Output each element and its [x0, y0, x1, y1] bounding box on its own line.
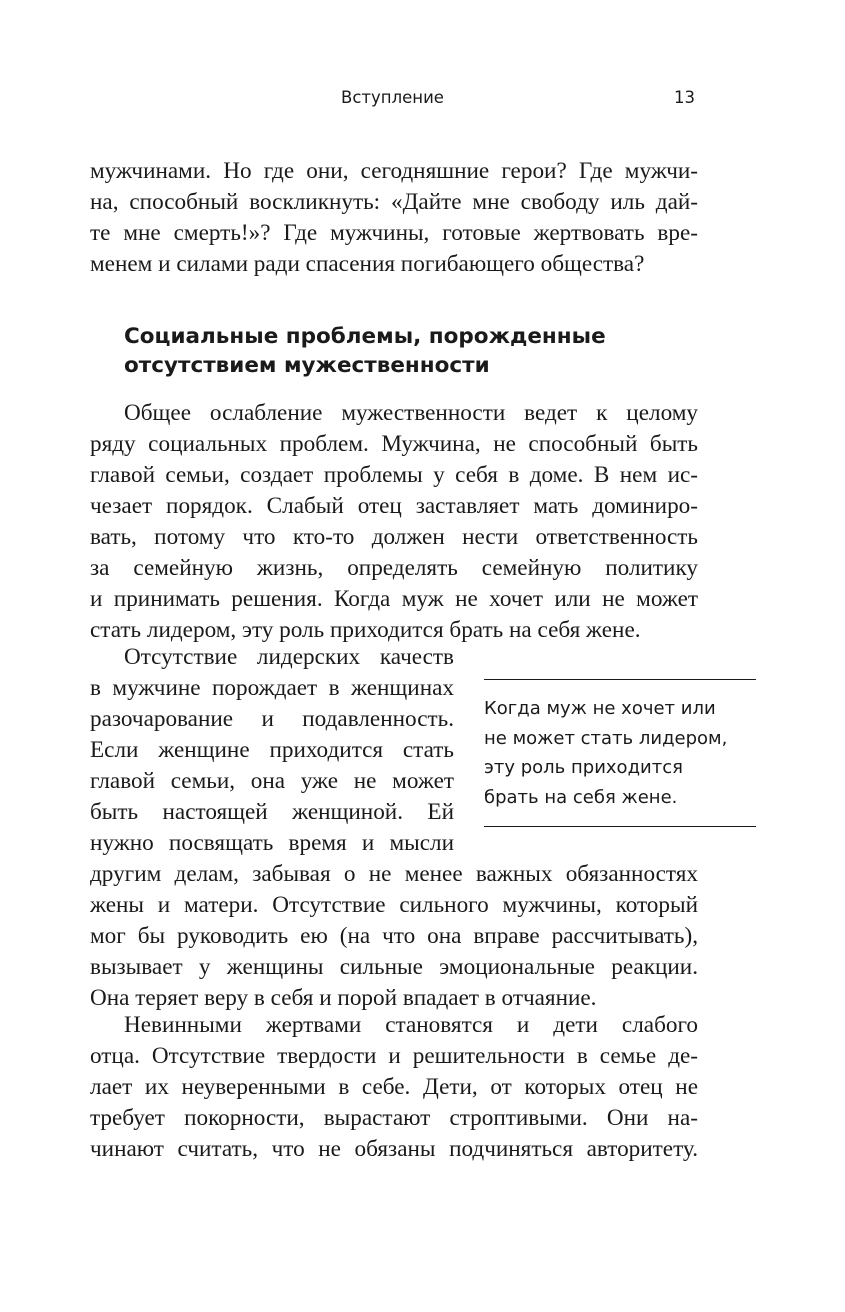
text-line: разочарование и подавленность.	[90, 706, 454, 732]
page-number: 13	[674, 88, 695, 107]
text-line: те мне смерть!»? Где мужчины, готовые жертвовать вре-	[90, 220, 698, 246]
pull-quote-line: эту роль приходится	[484, 757, 683, 778]
intro-paragraph	[90, 156, 698, 280]
section-heading	[124, 322, 724, 380]
text-line: и принимать решения. Когда муж не хочет или не может	[90, 586, 698, 612]
section-heading-line: Социальные проблемы, порожденные	[124, 324, 606, 349]
text-line: в мужчине порождает в женщинах	[90, 675, 454, 701]
text-line: ряду социальных проблем. Мужчина, не способный быть	[90, 431, 698, 457]
paragraph-2-wide	[90, 859, 698, 1014]
text-line: другим делам, забывая о не менее важных обязанностях	[90, 861, 698, 887]
text-line: Невинными жертвами становятся и дети слабого	[124, 1012, 698, 1038]
text-line: мужчинами. Но где они, сегодняшние герои? Где мужчи-	[90, 158, 698, 184]
text-line: на, способный воскликнуть: «Дайте мне свободу иль дай-	[90, 189, 698, 215]
text-line: жены и матери. Отсутствие сильного мужчины, который	[90, 892, 698, 918]
text-line: чезает порядок. Слабый отец заставляет мать доминиро-	[90, 493, 698, 519]
text-line: главой семьи, она уже не может	[90, 768, 454, 794]
text-line: за семейную жизнь, определять семейную политику	[90, 555, 698, 581]
text-line: вызывает у женщины сильные эмоциональные реакции.	[90, 954, 698, 980]
pull-quote-line: Когда муж не хочет или	[484, 698, 716, 719]
text-line: стать лидером, эту роль приходится брать на себя жене.	[90, 617, 641, 643]
text-line: главой семьи, создает проблемы у себя в доме. В нем ис-	[90, 462, 698, 488]
paragraph-3	[90, 1010, 698, 1165]
paragraph-2-narrow	[90, 642, 454, 859]
text-line: лает их неуверенными в себе. Дети, от которых отец не	[90, 1074, 698, 1100]
text-line: менем и силами ради спасения погибающего общества?	[90, 251, 645, 277]
text-line: требует покорности, вырастают строптивыми. Они на-	[90, 1105, 698, 1131]
section-heading-line: отсутствием мужественности	[124, 353, 490, 378]
pull-quote	[484, 679, 756, 827]
paragraph-1	[90, 398, 698, 646]
text-line: Общее ослабление мужественности ведет к целому	[124, 400, 698, 426]
text-line: отца. Отсутствие твердости и решительности в семье де-	[90, 1043, 698, 1069]
text-line: Если женщине приходится стать	[90, 737, 454, 763]
pull-quote-line: не может стать лидером,	[484, 727, 728, 749]
pull-quote-line: брать на себя жене.	[484, 786, 678, 808]
text-line: мог бы руководить ею (на что она вправе рассчитывать),	[90, 923, 698, 949]
running-title: Вступление	[341, 88, 444, 107]
text-line: Она теряет веру в себя и порой впадает в отчаяние.	[90, 985, 597, 1011]
text-line: быть настоящей женщиной. Ей	[90, 799, 454, 825]
text-line: Отсутствие лидерских качеств	[124, 644, 454, 670]
text-line: чинают считать, что не обязаны подчиняться авторитету.	[90, 1136, 698, 1162]
running-header	[0, 88, 845, 114]
text-line: вать, потому что кто-то должен нести ответственность	[90, 524, 698, 550]
pull-quote-text	[484, 694, 756, 812]
text-line: нужно посвящать время и мысли	[90, 830, 454, 856]
